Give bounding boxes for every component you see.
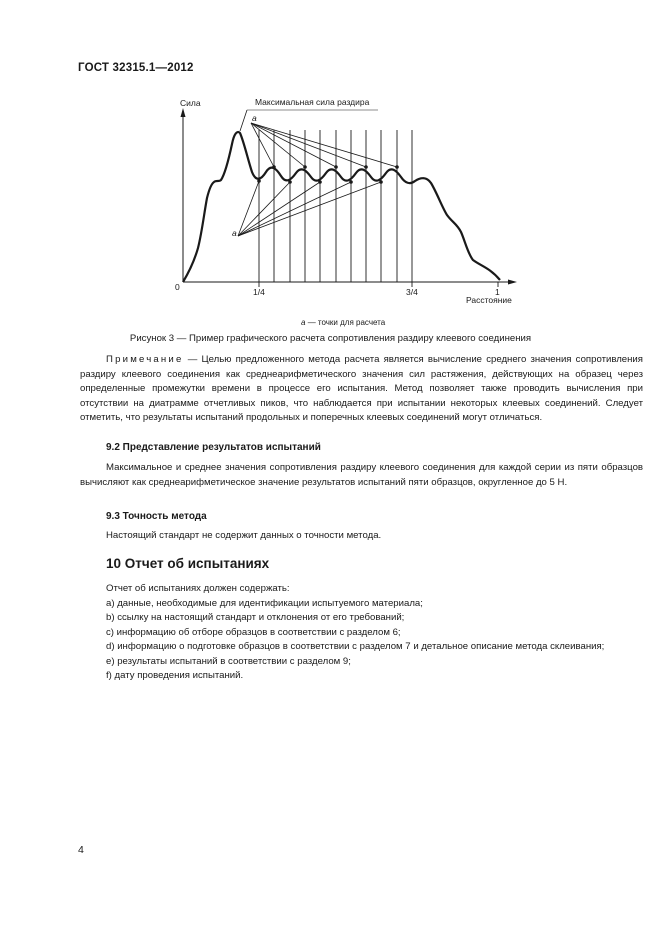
page-number: 4: [78, 844, 84, 856]
note-text: Целью предложенного метода расчета является вычисление среднего значения сопротивления раздиру клеевого соединения как среднеарифметического значения сил растяжения, действующих на образец через определенные промежутки времени в процессе его испытания. Метод позволяет также проводить вычисления при отсутствии на диатрамме отчетливых пиков, что наблюдается при испытании некоторых клеевых соединений. Следует отметить, что результаты испытаний продольных и поперечных клеевых соединений могут отличаться.: [80, 354, 643, 423]
report-item-b: b) ссылку на настоящий стандарт и отклонения от его требований;: [106, 612, 405, 623]
report-intro: Отчет об испытаниях должен содержать:: [106, 583, 290, 594]
y-axis-arrow-icon: [181, 108, 186, 117]
section-9-2-text: Максимальное и среднее значения сопротивления раздиру клеевого соединения для каждой серии из пяти образцов вычисляют как среднеарифметическое значение результатов испытаний пяти образцов, округленное до 5 Н.: [80, 462, 643, 488]
note-dash: —: [183, 354, 202, 365]
legend-text: — точки для расчета: [307, 318, 386, 327]
point-marker-bottom: a: [232, 228, 237, 238]
x-axis-label: Расстояние: [466, 295, 512, 305]
report-item-e: e) результаты испытаний в соответствии с разделом 9;: [106, 655, 351, 667]
section-9-2-title: 9.2 Представление результатов испытаний: [106, 442, 321, 453]
calculation-rays-upper: [251, 123, 397, 167]
figure-legend: [301, 318, 385, 327]
section-9-3-title: 9.3 Точность метода: [106, 511, 207, 522]
y-axis-label: Сила: [180, 98, 201, 108]
origin-label: 0: [175, 282, 180, 292]
max-force-label: Максимальная сила раздира: [255, 97, 370, 107]
legend-symbol: a: [301, 318, 306, 327]
calculation-rays-lower: [238, 181, 381, 236]
max-force-leader: [240, 110, 247, 131]
tick-label-one: 1: [495, 287, 500, 297]
section-10-title: 10 Отчет об испытаниях: [106, 556, 270, 571]
force-curve: [183, 132, 500, 282]
report-item-c: c) информацию об отборе образцов в соответствии с разделом 6;: [106, 626, 401, 638]
report-item-f: f) дату проведения испытаний.: [106, 670, 244, 681]
report-item-d: d) информацию о подготовке образцов в соответствии с разделом 7 и детальное описание метода склеивания;: [106, 641, 605, 652]
document-header: ГОСТ 32315.1—2012: [78, 62, 194, 74]
tick-label-quarter: 1/4: [253, 287, 265, 297]
point-marker-top: a: [252, 113, 257, 123]
section-9-3-text: Настоящий стандарт не содержит данных о точности метода.: [106, 530, 382, 541]
note-paragraph: [80, 353, 643, 426]
report-list: [80, 582, 643, 684]
figure-caption: Рисунок 3 — Пример графического расчета сопротивления раздиру клеевого соединения: [129, 333, 532, 344]
note-label: Примечание: [106, 354, 184, 365]
report-item-a: а) данные, необходимые для идентификации испытуемого материала;: [106, 597, 423, 609]
tick-label-three-quarter: 3/4: [406, 287, 418, 297]
x-axis-arrow-icon: [508, 280, 517, 285]
force-distance-diagram: [170, 92, 530, 312]
